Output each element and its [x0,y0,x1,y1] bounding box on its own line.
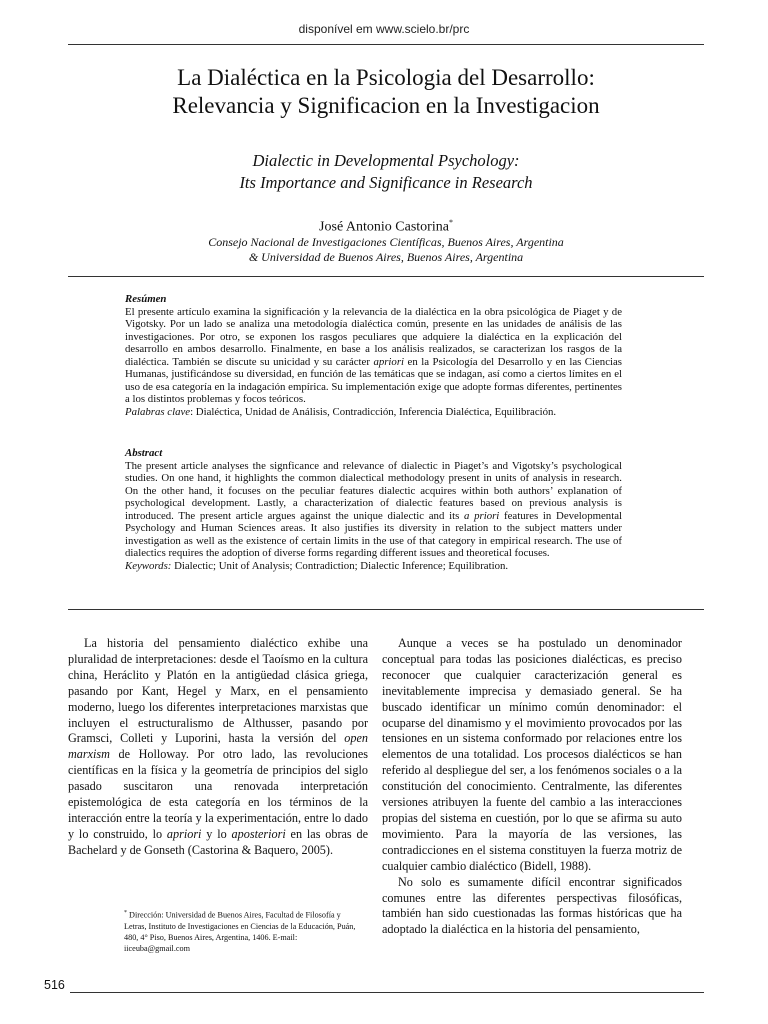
body-paragraph [68,636,368,859]
body-column-right [382,636,682,938]
text-run: en las obras de Bachelard y de Gonseth (Castorina & Baquero, 2005). [68,826,369,857]
affiliation-line-2: & Universidad de Buenos Aires, Buenos Aires, Argentina [248,250,524,264]
author-mark: * [448,218,453,227]
footnote-text: Dirección: Universidad de Buenos Aires, Facultad de Filosofía y Letras, Instituto de Investigaciones en Ciencias de la Educación, Puán, 480, 4° Piso, Buenos Aires, Argentina, 1406. E-mail: iiceuba@gmail.com [124,910,356,953]
resumen-italic: apriori [373,355,405,368]
abstract-text-b: features in Developmental Psychology and Human Sciences areas. It also justifies its diversity in relation to the subject matters under investigation as well as the existence of certain limits in the use of that category in empirical research. The use of dialectics requires the adoption of diverse forms regarding different issues and theoretical focuses. [125,509,622,559]
abstract-block [125,447,622,572]
author [68,218,704,236]
abstract-keywords-label: Keywords: [125,559,172,572]
abstract-heading: Abstract [125,447,163,459]
affiliation [68,235,704,265]
italic-run: open marxism [68,731,368,762]
footnote-mark: * [124,910,127,916]
abstract-keywords: Dialectic; Unit of Analysis; Contradiction; Dialectic Inference; Equilibration. [171,559,509,572]
resumen-keywords: : Dialéctica, Unidad de Análisis, Contradicción, Inferencia Dialéctica, Equilibración. [190,405,557,418]
resumen-text-a: El presente artículo examina la significación y la relevancia de la dialéctica en la obra psicológica de Piaget y de Vigotsky. Por un lado se analiza una metodología dialéctica común, presente en las unidades de análisis de las investigaciones. Por otro, se exponen los rasgos peculiares que adquiere la dialéctica en la explicación del desarrollo en ambos desarrollo. Finalmente, en base a los análisis realizados, se caracterizan los rasgos de la dialéctica. También se discute su unicidad y su carácter [125,305,622,368]
footer-rule [70,992,704,993]
resumen-text-b: en la Psicología del Desarrollo y en las Ciencias Humanas, justificándose su diversidad, en función de las temáticas que se indagan, así como a ciertos límites en el uso de esa categoría en la indagación empírica. Su implementación exige que adopte formas diferentes, pertinentes a los distintos problemas y focos teóricos. [125,355,622,405]
resumen-keywords-label: Palabras clave [125,405,191,418]
italic-run: apriori [166,826,202,841]
resumen-heading: Resúmen [125,293,167,305]
footnote [124,908,356,954]
italic-run: aposteriori [231,826,286,841]
english-title [68,150,704,194]
text-run: de Holloway. Por otro lado, las revoluciones científicas en la física y la geometría de principios del siglo pasado suscitaron una renovada interpretación epistemológica de esta categoría en los términos de la interacción entre la teoría y la experimentación, entre lo dado y lo construido, lo [68,747,368,841]
abstract-text-a: The present article analyses the signficance and relevance of dialectic in Piaget’s and Vigotsky’s psychological studies. On one hand, it highlights the common dialectical methodology present in units of analysis in research. On the other hand, it focuses on the peculiar features dialectic acquires within both authors’ explanation of psychological development. Lastly, a characterization of dialectic features based on previous analysis is introduced. The present article argues against the unique dialectic and its [125,459,622,522]
body-paragraph: No solo es sumamente difícil encontrar significados comunes entre las diferentes perspectivas filosóficas, también han sido cuestionadas las formas históricas que ha adoptado la dialéctica en la historia del pensamiento, [382,874,682,937]
abstract-top-rule [68,276,704,277]
page-number: 516 [44,978,65,992]
english-title-line-1: Dialectic in Developmental Psychology: [252,151,520,170]
abstract-text [125,460,622,573]
english-title-line-2: Its Importance and Significance in Research [239,173,533,192]
author-name: José Antonio Castorina [319,219,449,235]
text-run: La historia del pensamiento dialéctico exhibe una pluralidad de interpretaciones: desde el Taoísmo en la cultura china, Heráclito y Platón en la antigüedad clásica griega, pasando por Kant, Hegel y Marx, en el pensamiento moderno, luego los diferentes interpretaciones marxistas que incluyen el estructuralismo de Althusser, pasando por Gramsci, Colleti y Luporini, hasta la versión del [68,636,368,746]
resumen-text [125,306,622,419]
title-line-2: Relevancia y Significacion en la Investigacion [172,93,600,118]
body-paragraph: Aunque a veces se ha postulado un denominador conceptual para todas las posiciones dialécticas, es preciso reconocer que cualquier caracterización general es inevitablemente imprecisa y demasiado general. Se ha buscado identificar un mínimo común denominador: el ocuparse del dinamismo y el movimiento provocados por las tensiones en un sistema conformado por relaciones entre los elementos de una totalidad. Los procesos dialécticos se han referido al despliegue del ser, a los fenómenos sociales o a la constitución del conocimiento. Centralmente, las diferentes versiones atribuyen la fuente del cambio a las interacciones propias del sistema en cuestión, por lo que se afirma su auto movimiento. Para la mayoría de las versiones, las contradicciones en el sistema constituyen la fuerza motriz de cualquier cambio dialéctico (Bidell, 1988). [382,636,682,873]
title-line-1: La Dialéctica en la Psicologia del Desarrollo: [177,65,595,90]
text-run: y lo [201,826,232,841]
affiliation-line-1: Consejo Nacional de Investigaciones Científicas, Buenos Aires, Argentina [208,235,564,249]
abstract-bottom-rule [68,609,704,610]
source-url: disponível em www.scielo.br/prc [298,22,470,36]
resumen-block [125,293,622,418]
body-column-left [68,636,368,859]
top-rule [68,44,704,45]
article-title [68,64,704,120]
abstract-italic: a priori [463,509,500,522]
